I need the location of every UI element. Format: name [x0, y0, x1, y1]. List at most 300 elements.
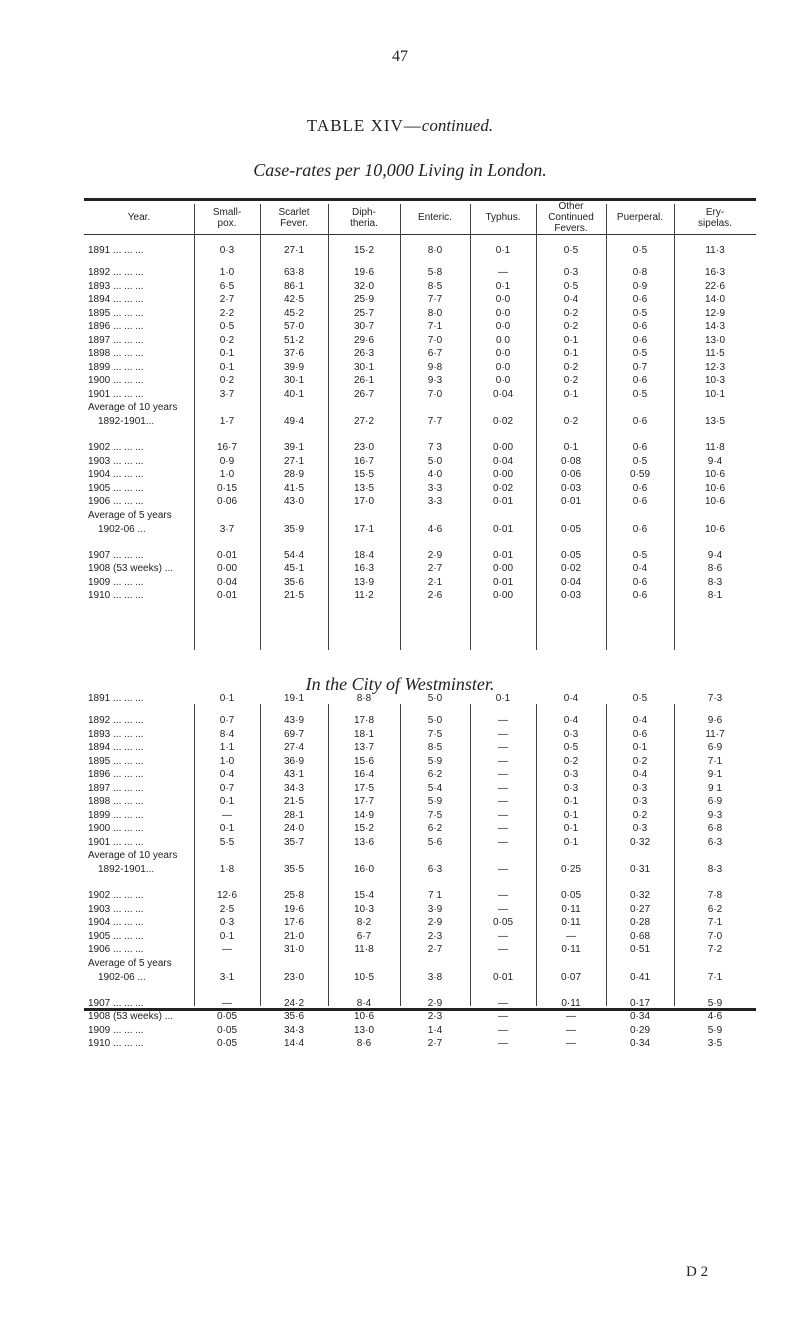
value-cell: 0·6 — [632, 576, 648, 588]
average-period: 1892-1901... — [98, 864, 155, 875]
value-cell: 7·8 — [707, 890, 723, 901]
value-cell: 18·4 — [353, 549, 374, 561]
column-header-label: Puerperal. — [616, 212, 664, 223]
value-cell: 3·5 — [707, 1038, 723, 1049]
value-cell: 0·07 — [560, 971, 581, 983]
column-header-7 — [606, 201, 674, 234]
value-cell: 0·00 — [492, 442, 513, 453]
value-cell: 8·6 — [356, 1038, 372, 1049]
value-cell: 0·6 — [632, 294, 648, 305]
average-period: 1902-06 ... — [98, 971, 146, 983]
table-row — [84, 930, 756, 944]
value-cell: 0·59 — [629, 469, 650, 480]
value-cell: 0·0 — [495, 375, 511, 386]
table-row — [84, 782, 756, 796]
value-cell: 7·3 — [707, 693, 723, 704]
value-cell: 0·34 — [629, 1038, 650, 1049]
value-cell: 1·8 — [219, 864, 235, 875]
value-cell: 0·9 — [219, 455, 235, 467]
value-cell: 2·9 — [427, 549, 443, 561]
column-header-label: Other Continued Fevers. — [548, 201, 594, 234]
value-cell: 1·7 — [219, 416, 235, 427]
column-header-6 — [536, 201, 606, 234]
value-cell: 2·1 — [427, 576, 443, 588]
value-cell: 0·2 — [563, 416, 579, 427]
value-cell: 0·11 — [561, 917, 581, 928]
table-row — [84, 468, 756, 482]
column-header-label: Diph- — [352, 206, 376, 218]
value-cell: 14·0 — [704, 294, 725, 305]
value-cell: 2·6 — [427, 590, 443, 601]
value-cell: 43·9 — [283, 715, 304, 726]
value-cell: 21·5 — [283, 590, 304, 601]
year-cell: 1908 (53 weeks) ... — [88, 563, 174, 574]
column-header-3 — [328, 201, 400, 234]
table-row — [84, 401, 756, 429]
value-cell: 0·3 — [632, 823, 648, 834]
value-cell: 0·5 — [563, 280, 579, 292]
value-cell: 14·4 — [283, 1038, 304, 1049]
table-row — [84, 320, 756, 334]
value-cell: 0·2 — [632, 755, 648, 767]
value-cell: 13·0 — [704, 334, 725, 346]
value-cell: 5·0 — [427, 715, 443, 726]
year-cell: 1900 ... ... ... — [88, 375, 144, 386]
value-cell: 7·0 — [707, 930, 723, 942]
column-header-5 — [470, 201, 536, 234]
value-cell: 0·3 — [219, 245, 235, 256]
value-cell: — — [566, 1024, 576, 1036]
value-cell: 0·4 — [219, 769, 235, 780]
year-cell: 1897 ... ... ... — [88, 782, 144, 794]
table-row — [84, 482, 756, 496]
year-cell: 1898 ... ... ... — [88, 796, 144, 807]
year-cell: 1909 ... ... ... — [88, 1024, 144, 1036]
value-cell: 49·4 — [283, 416, 304, 427]
value-cell: 30·7 — [353, 321, 374, 332]
value-cell: 0·1 — [563, 388, 579, 400]
value-cell: 0·05 — [216, 1038, 237, 1049]
year-cell: 1896 ... ... ... — [88, 321, 144, 332]
value-cell: 0·3 — [219, 917, 235, 928]
value-cell: 0·5 — [632, 348, 648, 359]
value-cell: 23·0 — [283, 971, 304, 983]
value-cell: 45·2 — [283, 307, 304, 319]
value-cell: 0·6 — [632, 442, 648, 453]
value-cell: 0·2 — [219, 375, 235, 386]
value-cell: 0·1 — [563, 348, 579, 359]
value-cell: 86·1 — [283, 280, 304, 292]
table-row — [84, 889, 756, 903]
value-cell: 0·03 — [560, 482, 581, 494]
column-header-label: Year. — [127, 212, 151, 223]
value-cell: 0·6 — [632, 416, 648, 427]
year-cell: 1893 ... ... ... — [88, 280, 144, 292]
value-cell: 0·01 — [560, 496, 581, 507]
header-divider — [84, 234, 756, 235]
value-cell: 7·1 — [427, 321, 443, 332]
value-cell: 3·1 — [219, 971, 235, 983]
value-cell: 0·34 — [629, 1011, 650, 1022]
value-cell: 0·6 — [632, 728, 648, 740]
value-cell: 0·3 — [632, 782, 648, 794]
value-cell: 7·2 — [707, 944, 723, 955]
value-cell: 15·5 — [353, 469, 374, 480]
value-cell: 0·4 — [563, 294, 579, 305]
value-cell: 3·3 — [427, 482, 443, 494]
value-cell: 0·4 — [632, 563, 648, 574]
value-cell: 3·7 — [219, 523, 235, 535]
value-cell: 3·7 — [219, 388, 235, 400]
value-cell: 0·2 — [563, 755, 579, 767]
value-cell: — — [498, 836, 508, 848]
year-cell: 1910 ... ... ... — [88, 590, 144, 601]
value-cell: 27·1 — [283, 245, 304, 256]
value-cell: 29·6 — [353, 334, 374, 346]
value-cell: — — [498, 903, 508, 915]
value-cell: 34·3 — [283, 782, 304, 794]
value-cell: — — [498, 944, 508, 955]
value-cell: 0·4 — [632, 769, 648, 780]
table-row — [84, 361, 756, 375]
value-cell: 2·9 — [427, 997, 443, 1009]
value-cell: 13·0 — [353, 1024, 374, 1036]
value-cell: 7·1 — [707, 917, 723, 928]
value-cell: — — [498, 930, 508, 942]
year-cell: 1898 ... ... ... — [88, 348, 144, 359]
value-cell: 0·1 — [495, 693, 511, 704]
value-cell: 6·9 — [707, 742, 723, 753]
value-cell: 0·00 — [492, 563, 513, 574]
value-cell: 0·04 — [492, 455, 513, 467]
table-row — [84, 903, 756, 917]
value-cell: 22·6 — [704, 280, 725, 292]
value-cell: — — [498, 796, 508, 807]
value-cell: 0·5 — [563, 245, 579, 256]
value-cell: 17·5 — [353, 782, 374, 794]
value-cell: 19·1 — [283, 693, 304, 704]
value-cell: 35·6 — [283, 1011, 304, 1022]
value-cell: 0·29 — [629, 1024, 650, 1036]
value-cell: 7·0 — [427, 334, 443, 346]
value-cell: 2·2 — [219, 307, 235, 319]
column-divider — [470, 204, 471, 650]
value-cell: 0·28 — [629, 917, 650, 928]
value-cell: 11·8 — [354, 944, 374, 955]
value-cell: 0·02 — [560, 563, 581, 574]
value-cell: 0·05 — [560, 890, 581, 901]
value-cell: 8·5 — [427, 280, 443, 292]
year-cell: 1907 ... ... ... — [88, 997, 144, 1009]
value-cell: 13·5 — [704, 416, 725, 427]
value-cell: 35·6 — [283, 576, 304, 588]
year-cell: 1893 ... ... ... — [88, 728, 144, 740]
value-cell: — — [498, 864, 508, 875]
table-row — [84, 307, 756, 321]
value-cell: 0·5 — [563, 742, 579, 753]
value-cell: 0·8 — [632, 267, 648, 278]
table-subtitle: Case-rates per 10,000 Living in London. — [253, 160, 547, 180]
value-cell: 17·1 — [353, 523, 374, 535]
value-cell: 0·7 — [219, 715, 235, 726]
value-cell: 7·1 — [707, 755, 723, 767]
table-row — [84, 1010, 756, 1024]
value-cell: 43·1 — [283, 769, 304, 780]
value-cell: 25·9 — [353, 294, 374, 305]
year-cell: 1907 ... ... ... — [88, 549, 144, 561]
value-cell: 6·2 — [427, 769, 443, 780]
column-header-label: Enteric. — [418, 212, 452, 223]
table-row — [84, 795, 756, 809]
value-cell: 14·3 — [704, 321, 725, 332]
value-cell: — — [498, 1011, 508, 1022]
value-cell: 30·1 — [283, 375, 304, 386]
value-cell: 9·3 — [427, 375, 443, 386]
value-cell: 39·1 — [283, 442, 304, 453]
value-cell: 0·6 — [632, 321, 648, 332]
value-cell: 6·3 — [427, 864, 443, 875]
average-period: 1892-1901... — [98, 416, 155, 427]
year-cell: 1910 ... ... ... — [88, 1038, 144, 1049]
table-row — [84, 509, 756, 537]
value-cell: 39·9 — [283, 361, 304, 373]
value-cell: 15·4 — [353, 890, 374, 901]
value-cell: 7 3 — [428, 442, 442, 453]
table-row — [84, 347, 756, 361]
table-row — [84, 957, 756, 985]
value-cell: 36·9 — [283, 755, 304, 767]
value-cell: 26·7 — [353, 388, 374, 400]
value-cell: 19·6 — [283, 903, 304, 915]
table-row — [84, 809, 756, 823]
value-cell: 3·3 — [427, 496, 443, 507]
value-cell: 2·3 — [427, 1011, 443, 1022]
column-header-0 — [84, 201, 194, 234]
value-cell: 6·7 — [356, 930, 372, 942]
table-row — [84, 836, 756, 850]
value-cell: 0·05 — [560, 549, 581, 561]
column-divider — [674, 204, 675, 650]
value-cell: 2·3 — [427, 930, 443, 942]
value-cell: 5·8 — [427, 267, 443, 278]
value-cell: — — [498, 782, 508, 794]
value-cell: 15·6 — [353, 755, 374, 767]
year-cell: 1901 ... ... ... — [88, 836, 144, 848]
column-header-8 — [674, 201, 756, 234]
value-cell: 7·0 — [427, 388, 443, 400]
value-cell: 0·06 — [216, 496, 237, 507]
value-cell: — — [222, 997, 232, 1009]
table-row — [84, 728, 756, 742]
value-cell: 0·2 — [563, 375, 579, 386]
value-cell: 24·2 — [283, 997, 304, 1009]
year-cell: 1894 ... ... ... — [88, 742, 144, 753]
column-header-label-line2: pox. — [217, 217, 237, 229]
value-cell: 16·3 — [353, 563, 374, 574]
value-cell: 27·4 — [283, 742, 304, 753]
value-cell: 13·9 — [353, 576, 374, 588]
value-cell: 17·0 — [353, 496, 374, 507]
column-divider — [194, 704, 195, 1006]
value-cell: 57·0 — [283, 321, 304, 332]
column-divider — [400, 704, 401, 1006]
value-cell: 0·01 — [492, 496, 513, 507]
value-cell: 0·0 — [495, 294, 511, 305]
value-cell: 0·5 — [632, 549, 648, 561]
table-row — [84, 388, 756, 402]
column-divider — [194, 204, 195, 650]
value-cell: 25·7 — [353, 307, 374, 319]
value-cell: 2·5 — [219, 903, 235, 915]
value-cell: 10·6 — [704, 523, 725, 535]
table-row — [84, 1024, 756, 1038]
value-cell: 6·9 — [707, 796, 723, 807]
value-cell: 2·7 — [219, 294, 235, 305]
table-row — [84, 576, 756, 590]
column-header-1 — [194, 201, 260, 234]
value-cell: 5·0 — [427, 455, 443, 467]
value-cell: 0·32 — [629, 890, 650, 901]
value-cell: — — [498, 823, 508, 834]
value-cell: 31·0 — [283, 944, 304, 955]
value-cell: 8·0 — [427, 245, 443, 256]
page-number: 47 — [392, 48, 408, 65]
value-cell: 0·11 — [561, 944, 581, 955]
value-cell: 0·04 — [216, 576, 237, 588]
value-cell: 8·4 — [356, 997, 372, 1009]
value-cell: 0·04 — [492, 388, 513, 400]
value-cell: 0·2 — [563, 321, 579, 332]
value-cell: 69·7 — [283, 728, 304, 740]
value-cell: 0·1 — [219, 693, 235, 704]
value-cell: 0·1 — [219, 348, 235, 359]
value-cell: 0·06 — [560, 469, 581, 480]
value-cell: 2·7 — [427, 944, 443, 955]
value-cell: 6·5 — [219, 280, 235, 292]
value-cell: — — [498, 1038, 508, 1049]
value-cell: 0·0 — [495, 307, 511, 319]
year-cell: 1905 ... ... ... — [88, 930, 144, 942]
value-cell: 9·4 — [707, 455, 723, 467]
value-cell: 6·8 — [707, 823, 723, 834]
value-cell: 17·6 — [283, 917, 304, 928]
value-cell: 34·3 — [283, 1024, 304, 1036]
value-cell: 0·08 — [560, 455, 581, 467]
value-cell: 0·1 — [563, 796, 579, 807]
value-cell: 10·1 — [704, 388, 725, 400]
column-header-2 — [260, 201, 328, 234]
value-cell: 8·0 — [427, 307, 443, 319]
value-cell: 0·9 — [632, 280, 648, 292]
value-cell: 0·15 — [216, 482, 237, 494]
column-divider — [328, 704, 329, 1006]
year-cell: 1903 ... ... ... — [88, 903, 144, 915]
value-cell: 0·2 — [632, 809, 648, 821]
value-cell: 0·02 — [492, 482, 513, 494]
table-row — [84, 1037, 756, 1051]
value-cell: 8·5 — [427, 742, 443, 753]
value-cell: 28·9 — [283, 469, 304, 480]
value-cell: 21·0 — [283, 930, 304, 942]
value-cell: 15·2 — [353, 823, 374, 834]
value-cell: — — [498, 890, 508, 901]
column-divider — [536, 704, 537, 1006]
value-cell: 0·0 — [495, 321, 511, 332]
value-cell: 2·9 — [427, 917, 443, 928]
value-cell: 0·4 — [563, 693, 579, 704]
table-row — [84, 280, 756, 294]
value-cell: — — [498, 755, 508, 767]
value-cell: 15·2 — [353, 245, 374, 256]
value-cell: 51·2 — [283, 334, 304, 346]
average-label: Average of 5 years — [88, 509, 172, 521]
value-cell: 0·7 — [632, 361, 648, 373]
value-cell: 26·1 — [353, 375, 374, 386]
value-cell: 0·5 — [219, 321, 235, 332]
value-cell: 0·5 — [632, 245, 648, 256]
value-cell: 3·9 — [427, 903, 443, 915]
column-header-label: Scarlet — [278, 206, 310, 218]
table-title-continued: continued. — [421, 116, 494, 135]
value-cell: — — [222, 944, 232, 955]
column-header-label-line2: sipelas. — [698, 217, 732, 229]
value-cell: — — [222, 809, 232, 821]
value-cell: 0·05 — [560, 523, 581, 535]
value-cell: 32·0 — [353, 280, 374, 292]
year-cell: 1897 ... ... ... — [88, 334, 144, 346]
average-label: Average of 5 years — [88, 957, 172, 969]
table-row — [84, 455, 756, 469]
value-cell: 16·4 — [353, 769, 374, 780]
value-cell: 0·25 — [560, 864, 581, 875]
table-title — [0, 116, 800, 136]
value-cell: 0·1 — [632, 742, 648, 753]
value-cell: 0·01 — [216, 590, 237, 601]
table-row — [84, 589, 756, 603]
value-cell: 18·1 — [353, 728, 374, 740]
value-cell: 7·7 — [427, 416, 443, 427]
average-label: Average of 10 years — [88, 850, 178, 861]
year-cell: 1908 (53 weeks) ... — [88, 1011, 174, 1022]
value-cell: 5·9 — [427, 755, 443, 767]
value-cell: 0·32 — [629, 836, 650, 848]
column-header-label: Typhus. — [485, 212, 521, 223]
value-cell: 16·7 — [353, 455, 374, 467]
value-cell: 0·6 — [632, 496, 648, 507]
value-cell: 5·4 — [427, 782, 443, 794]
value-cell: 9·3 — [707, 809, 723, 821]
value-cell: 0·5 — [632, 388, 648, 400]
column-divider — [328, 204, 329, 650]
value-cell: 0·01 — [216, 549, 237, 561]
value-cell: 17·8 — [353, 715, 374, 726]
column-header-label: Small- — [212, 206, 242, 218]
value-cell: 13·6 — [353, 836, 374, 848]
value-cell: 0·6 — [632, 334, 648, 346]
value-cell: 0·00 — [216, 563, 237, 574]
value-cell: 0·05 — [492, 917, 513, 928]
value-cell: 4·6 — [707, 1011, 723, 1022]
value-cell: 5·0 — [427, 693, 443, 704]
value-cell: 0·04 — [560, 576, 581, 588]
value-cell: 0·1 — [219, 796, 235, 807]
value-cell: 9 1 — [708, 782, 722, 794]
value-cell: 11·7 — [705, 728, 725, 740]
column-header-label: Ery- — [705, 206, 725, 218]
table-row — [84, 822, 756, 836]
value-cell: 37·6 — [283, 348, 304, 359]
value-cell: 0·5 — [632, 307, 648, 319]
